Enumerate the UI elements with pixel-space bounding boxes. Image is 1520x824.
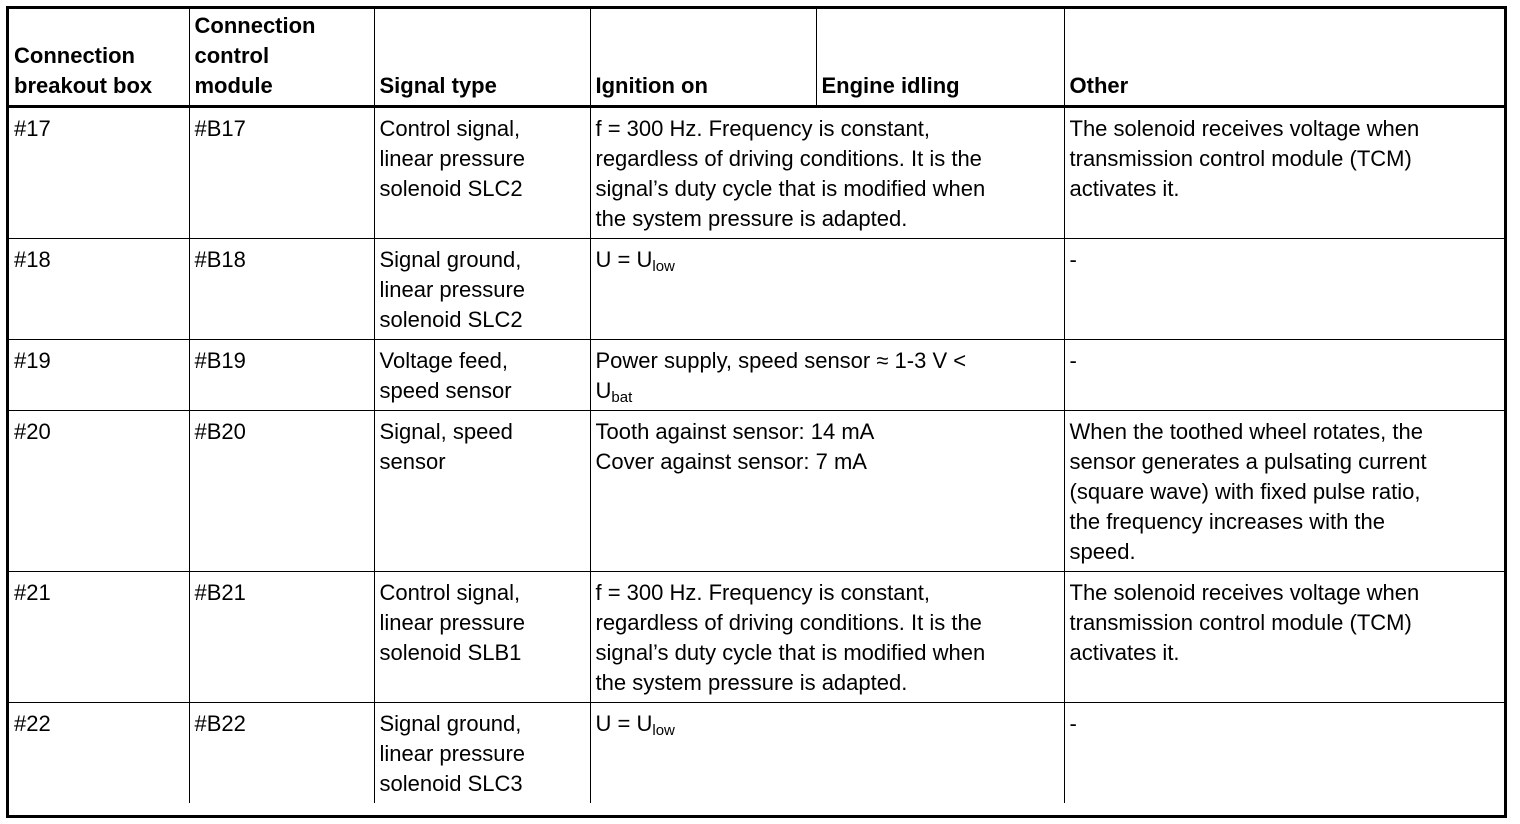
signal-table-frame [6, 6, 1507, 818]
value-cell: f = 300 Hz. Frequency is constant, regardless of driving conditions. It is the signal’s duty cycle that is modified when the system pressure is adapted. [590, 107, 1064, 239]
breakout-box-cell: #18 [9, 239, 189, 340]
header-other: Other [1064, 9, 1504, 107]
header-engine-idling: Engine idling [816, 9, 1064, 107]
other-cell: - [1064, 340, 1504, 411]
control-module-cell: #B22 [189, 703, 374, 804]
table-row [9, 572, 1504, 703]
control-module-cell: #B18 [189, 239, 374, 340]
signal-type-cell: Voltage feed, speed sensor [374, 340, 590, 411]
header-control-module: Connection control module [189, 9, 374, 107]
signal-type-cell: Signal ground, linear pressure solenoid SLC2 [374, 239, 590, 340]
other-cell: - [1064, 239, 1504, 340]
control-module-cell: #B20 [189, 411, 374, 572]
value-cell: Power supply, speed sensor ≈ 1-3 V < $U_{bat}$ [590, 340, 1064, 411]
breakout-box-cell: #19 [9, 340, 189, 411]
breakout-box-cell: #17 [9, 107, 189, 239]
header-breakout-box: Connection breakout box [9, 9, 189, 107]
breakout-box-cell: #22 [9, 703, 189, 804]
other-cell: The solenoid receives voltage when transmission control module (TCM) activates it. [1064, 107, 1504, 239]
other-cell: When the toothed wheel rotates, the sensor generates a pulsating current (square wave) with fixed pulse ratio, the frequency increases with the speed. [1064, 411, 1504, 572]
breakout-box-cell: #21 [9, 572, 189, 703]
table-row [9, 239, 1504, 340]
signal-type-cell: Control signal, linear pressure solenoid SLC2 [374, 107, 590, 239]
table-row [9, 411, 1504, 572]
header-signal-type: Signal type [374, 9, 590, 107]
header-row [9, 9, 1504, 107]
signal-type-cell: Signal, speed sensor [374, 411, 590, 572]
signal-table [9, 9, 1504, 803]
control-module-cell: #B19 [189, 340, 374, 411]
table-row [9, 340, 1504, 411]
value-cell: f = 300 Hz. Frequency is constant, regardless of driving conditions. It is the signal’s duty cycle that is modified when the system pressure is adapted. [590, 572, 1064, 703]
other-cell: - [1064, 703, 1504, 804]
breakout-box-cell: #20 [9, 411, 189, 572]
value-cell: $U = U_{low}$ [590, 703, 1064, 804]
header-ignition-on: Ignition on [590, 9, 816, 107]
control-module-cell: #B21 [189, 572, 374, 703]
table-row [9, 107, 1504, 239]
signal-type-cell: Control signal, linear pressure solenoid SLB1 [374, 572, 590, 703]
other-cell: The solenoid receives voltage when transmission control module (TCM) activates it. [1064, 572, 1504, 703]
value-cell: $U = U_{low}$ [590, 239, 1064, 340]
control-module-cell: #B17 [189, 107, 374, 239]
signal-type-cell: Signal ground, linear pressure solenoid SLC3 [374, 703, 590, 804]
value-cell: Tooth against sensor: 14 mA Cover against sensor: 7 mA [590, 411, 1064, 572]
table-row [9, 703, 1504, 804]
